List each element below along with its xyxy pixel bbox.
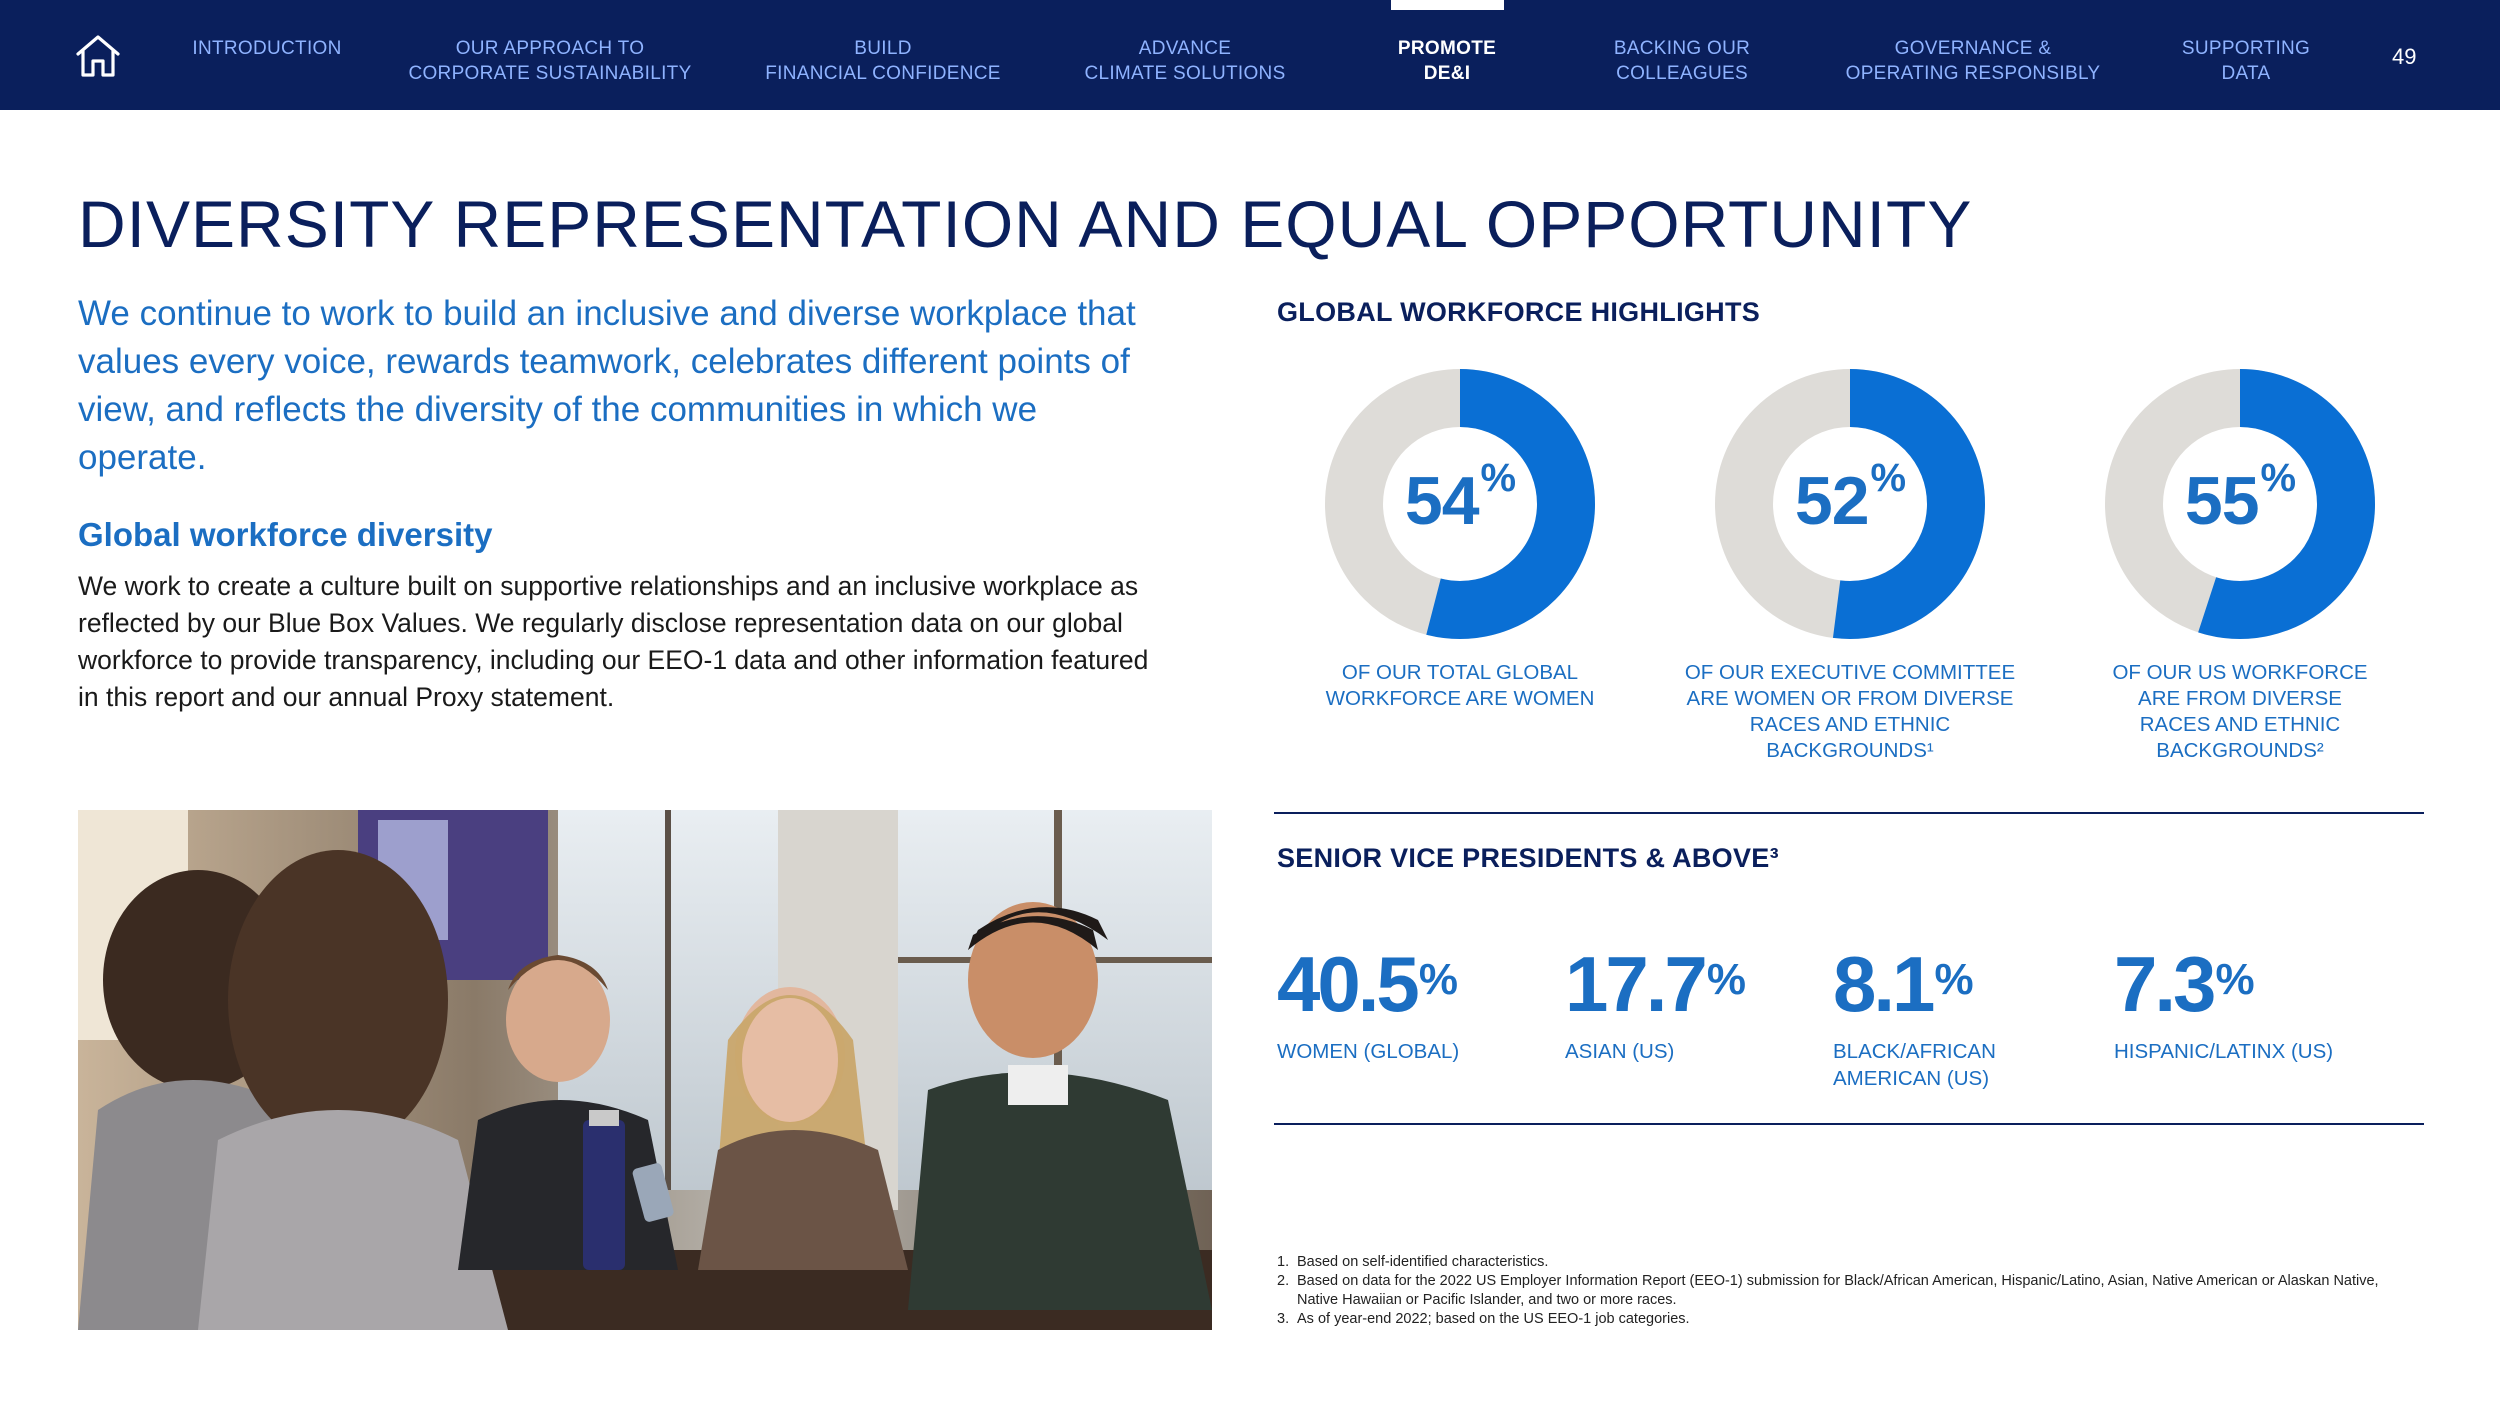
nav-climate-solutions[interactable]: ADVANCE CLIMATE SOLUTIONS	[1084, 38, 1286, 84]
stat-value: 8.1%	[1833, 940, 1974, 1028]
page-title: DIVERSITY REPRESENTATION AND EQUAL OPPORTUNITY	[78, 187, 1973, 261]
stat-value: 40.5%	[1277, 940, 1458, 1028]
highlights-heading: GLOBAL WORKFORCE HIGHLIGHTS	[1277, 297, 1761, 327]
nav-promote-dei[interactable]: PROMOTE DE&I	[1397, 38, 1497, 84]
stat-label: ASIAN (US)	[1565, 1040, 1675, 1063]
body-paragraph: We work to create a culture built on supportive relationships and an inclusive workplace as reflected by our Blue Box Values. We regularly disclose representation data on our global workforce to provide transparency, including our EEO-1 data and other information featured in this report and our annual Proxy statement.	[78, 571, 1149, 712]
donut-value: 55%	[2184, 456, 2296, 539]
donut-caption: OF OUR TOTAL GLOBAL WORKFORCE ARE WOMEN	[1325, 661, 1595, 710]
section-subheading: Global workforce diversity	[78, 516, 493, 553]
footnote: 1. Based on self-identified characteristics.	[1277, 1254, 1549, 1270]
stat-asian-us	[1565, 940, 1746, 1065]
stat-value: 17.7%	[1565, 940, 1746, 1028]
colleagues-photo	[78, 810, 1212, 1330]
nav-governance[interactable]: GOVERNANCE & OPERATING RESPONSIBLY	[1845, 38, 2101, 84]
divider	[1274, 812, 2424, 814]
nav-introduction[interactable]: INTRODUCTION	[192, 38, 342, 59]
home-icon[interactable]	[74, 34, 122, 78]
active-tab-indicator	[1391, 0, 1504, 10]
donut-caption: OF OUR US WORKFORCE ARE FROM DIVERSE RACES AND ETHNIC BACKGROUNDS²	[2112, 661, 2368, 762]
nav-backing-colleagues[interactable]: BACKING OUR COLLEAGUES	[1613, 38, 1751, 84]
page-number: 49	[2392, 44, 2417, 69]
donut-value: 52%	[1794, 456, 1906, 539]
stat-women-global	[1277, 940, 1460, 1065]
divider	[1274, 1123, 2424, 1125]
donut-caption: OF OUR EXECUTIVE COMMITTEE ARE WOMEN OR FROM DIVERSE RACES AND ETHNIC BACKGROUNDS¹	[1684, 661, 2016, 762]
nav-corporate-sustainability[interactable]: OUR APPROACH TO CORPORATE SUSTAINABILITY	[408, 38, 692, 84]
stat-label: BLACK/AFRICAN AMERICAN (US)	[1833, 1040, 1996, 1090]
stat-hispanic-latinx	[2114, 940, 2334, 1065]
stat-value: 7.3%	[2114, 940, 2255, 1028]
nav-supporting-data[interactable]: SUPPORTING DATA	[2181, 38, 2311, 84]
nav-financial-confidence[interactable]: BUILD FINANCIAL CONFIDENCE	[765, 38, 1001, 84]
footnote: 3. As of year-end 2022; based on the US EEO-1 job categories.	[1277, 1311, 1690, 1327]
top-nav	[0, 0, 2500, 110]
stat-black-african-american	[1833, 940, 2033, 1092]
donut-value: 54%	[1404, 456, 1516, 539]
intro-text: We continue to work to build an inclusive and diverse workplace that values every voice, rewards teamwork, celebrates different points of view, and reflects the diversity of the communities in which we operate.	[78, 294, 1136, 477]
stat-label: WOMEN (GLOBAL)	[1277, 1040, 1460, 1063]
photo-illustration	[78, 810, 1212, 1330]
footnote: 2. Based on data for the 2022 US Employer Information Report (EEO-1) submission for Black/African American, Hispanic/Latino, Asian, Native American or Alaskan Native, Native Hawaiian or Pacific Islander, and two or more races.	[1277, 1273, 2379, 1308]
footnotes	[1277, 1253, 2417, 1329]
stat-label: HISPANIC/LATINX (US)	[2114, 1040, 2334, 1063]
svp-heading: SENIOR VICE PRESIDENTS & ABOVE³	[1277, 843, 1779, 873]
